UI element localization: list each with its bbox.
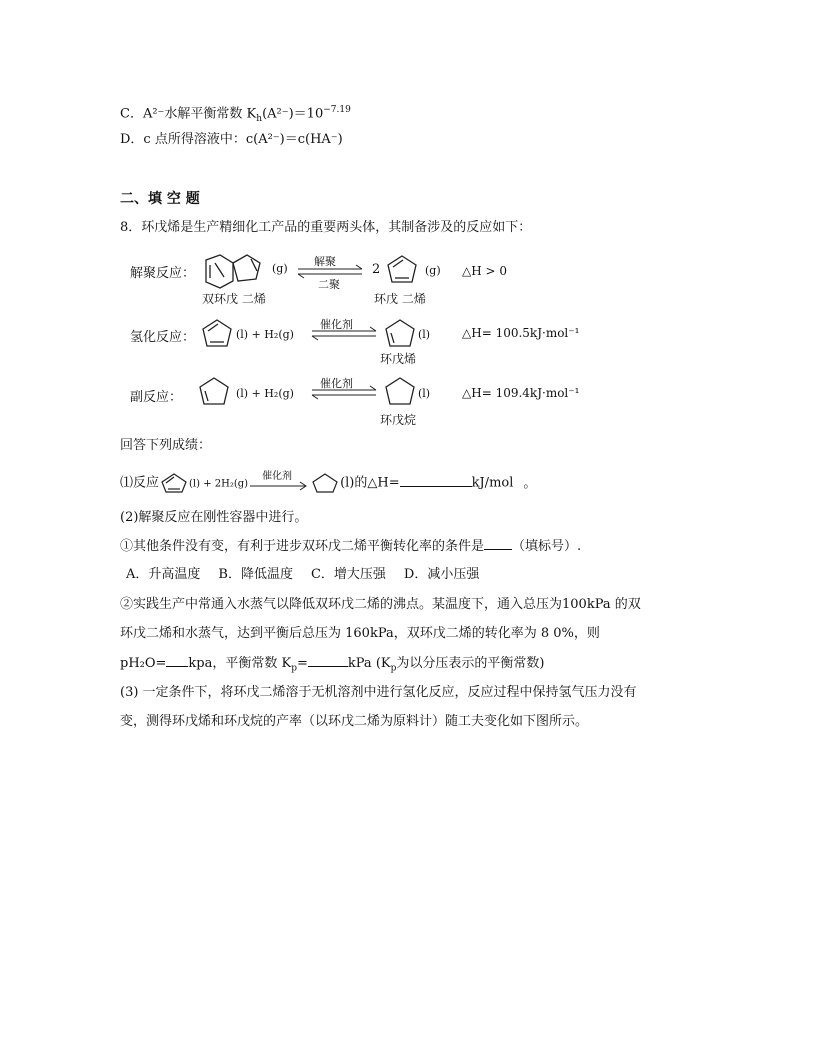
option-c: C．A²⁻水解平衡常数 $K_h(A^{2-})=10^{-7.19}$ bbox=[120, 105, 351, 124]
q1-unit: kJ/mol bbox=[471, 475, 514, 491]
q1-right-state: (l)的△H= bbox=[340, 475, 400, 491]
cyclopentane-inline-icon bbox=[310, 472, 340, 494]
cyclopentadiene-structure-2 bbox=[203, 320, 231, 346]
side-arrow-top: 催化剂 bbox=[320, 377, 353, 390]
q2-2-p3: = bbox=[296, 656, 308, 671]
hydro-arrow-top: 催化剂 bbox=[320, 318, 353, 331]
answer-prompt: 回答下列成绩： bbox=[120, 438, 212, 453]
q2-option-c: C．增大压强 bbox=[310, 567, 386, 582]
hydro-label: 氢化反应： bbox=[130, 330, 196, 345]
q2-1-text: ①其他条件没有变，有利于进步双环戊二烯平衡转化率的条件是 bbox=[120, 539, 485, 554]
depoly-arrow-top: 解聚 bbox=[314, 255, 336, 268]
side-state-right: (l) bbox=[418, 387, 431, 400]
q3-line1: (3) 一定条件下，将环戊二烯溶于无机溶剂中进行氢化反应，反应过程中保持氢气压力没有 bbox=[120, 685, 637, 700]
kp-sub-2: p bbox=[390, 663, 397, 674]
q1-left-state: (l) + 2H₂(g) bbox=[189, 478, 249, 490]
q2-option-d: D．减小压强 bbox=[403, 567, 480, 582]
q1-prefix: ⑴反应 bbox=[120, 475, 160, 491]
q2-2-line2: 环戊二烯和水蒸气，达到平衡后总压为 160kPa，双环戊二烯的转化率为 8 0%，则 bbox=[120, 626, 600, 641]
q2-title: (2)解聚反应在刚性容器中进行。 bbox=[120, 510, 308, 525]
cyclopentadiene-inline-icon bbox=[159, 472, 189, 494]
q2-2-line1: ②实践生产中常通入水蒸气以降低双环戊二烯的沸点。某温度下，通入总压为100kPa 的双 bbox=[120, 597, 641, 612]
option-d: D．c 点所得溶液中：c(A²⁻)＝c(HA⁻) bbox=[120, 132, 343, 147]
q8-intro: 8．环戊烯是生产精细化工产品的重要两头体，其制备涉及的反应如下： bbox=[120, 220, 532, 235]
depoly-state-right: (g) bbox=[425, 264, 441, 277]
depoly-arrow-bottom: 二聚 bbox=[318, 278, 340, 291]
q2-1-options bbox=[126, 566, 479, 584]
depoly-label: 解聚反应： bbox=[130, 266, 196, 281]
q2-2-p2: kpa，平衡常数 K bbox=[188, 656, 292, 671]
q2-1-end: （填标号）. bbox=[512, 539, 582, 554]
dicyclopentadiene-structure bbox=[206, 255, 260, 288]
cyclopentadiene-structure bbox=[388, 256, 416, 282]
q1-answer-blank[interactable] bbox=[400, 474, 472, 487]
q2-2-p4: kPa (K bbox=[347, 656, 391, 671]
side-name-right: 环戊烷 bbox=[380, 413, 417, 427]
q1-line bbox=[120, 472, 536, 494]
side-state-left: (l) + H₂(g) bbox=[236, 387, 294, 400]
depoly-name-right: 环戊 二烯 bbox=[374, 292, 426, 306]
q2-option-b: B．降低温度 bbox=[218, 567, 293, 582]
cyclopentane-structure bbox=[386, 378, 414, 404]
hydro-dh: △H= 100.5kJ·mol⁻¹ bbox=[462, 326, 580, 340]
q2-1 bbox=[120, 537, 581, 556]
hydro-name-right: 环戊烯 bbox=[380, 352, 417, 366]
q2-2-line3 bbox=[120, 654, 544, 678]
depoly-state-left: (g) bbox=[272, 262, 288, 275]
q3-line2: 变，测得环戊烯和环戊烷的产率（以环戊二烯为原料计）随工夫变化如下图所示。 bbox=[120, 714, 589, 729]
hydro-state-left: (l) + H₂(g) bbox=[236, 328, 294, 341]
side-dh: △H= 109.4kJ·mol⁻¹ bbox=[462, 386, 580, 400]
cyclopentene-structure bbox=[386, 320, 414, 346]
side-label: 副反应： bbox=[130, 390, 183, 405]
hydro-state-right: (l) bbox=[418, 328, 431, 341]
depoly-dh: △H > 0 bbox=[462, 264, 508, 278]
kp-answer-blank[interactable] bbox=[308, 654, 348, 667]
q2-option-a: A．升高温度 bbox=[126, 567, 201, 582]
q1-arrow-top: 催化剂 bbox=[262, 471, 293, 482]
depoly-coef: 2 bbox=[372, 262, 381, 277]
ph2o-answer-blank[interactable] bbox=[166, 654, 188, 667]
q2-2-p5: 为以分压表示的平衡常数) bbox=[396, 656, 545, 671]
q1-arrow bbox=[248, 471, 310, 492]
kp-sub: p bbox=[291, 663, 297, 674]
section-title: 二、填 空 题 bbox=[120, 191, 200, 207]
q2-1-answer-blank[interactable] bbox=[484, 537, 512, 550]
q2-2-p1: pH₂O= bbox=[120, 656, 167, 671]
cyclopentene-structure-2 bbox=[200, 378, 228, 404]
q1-end: 。 bbox=[523, 475, 537, 491]
depoly-name-left: 双环戊 二烯 bbox=[202, 292, 266, 306]
